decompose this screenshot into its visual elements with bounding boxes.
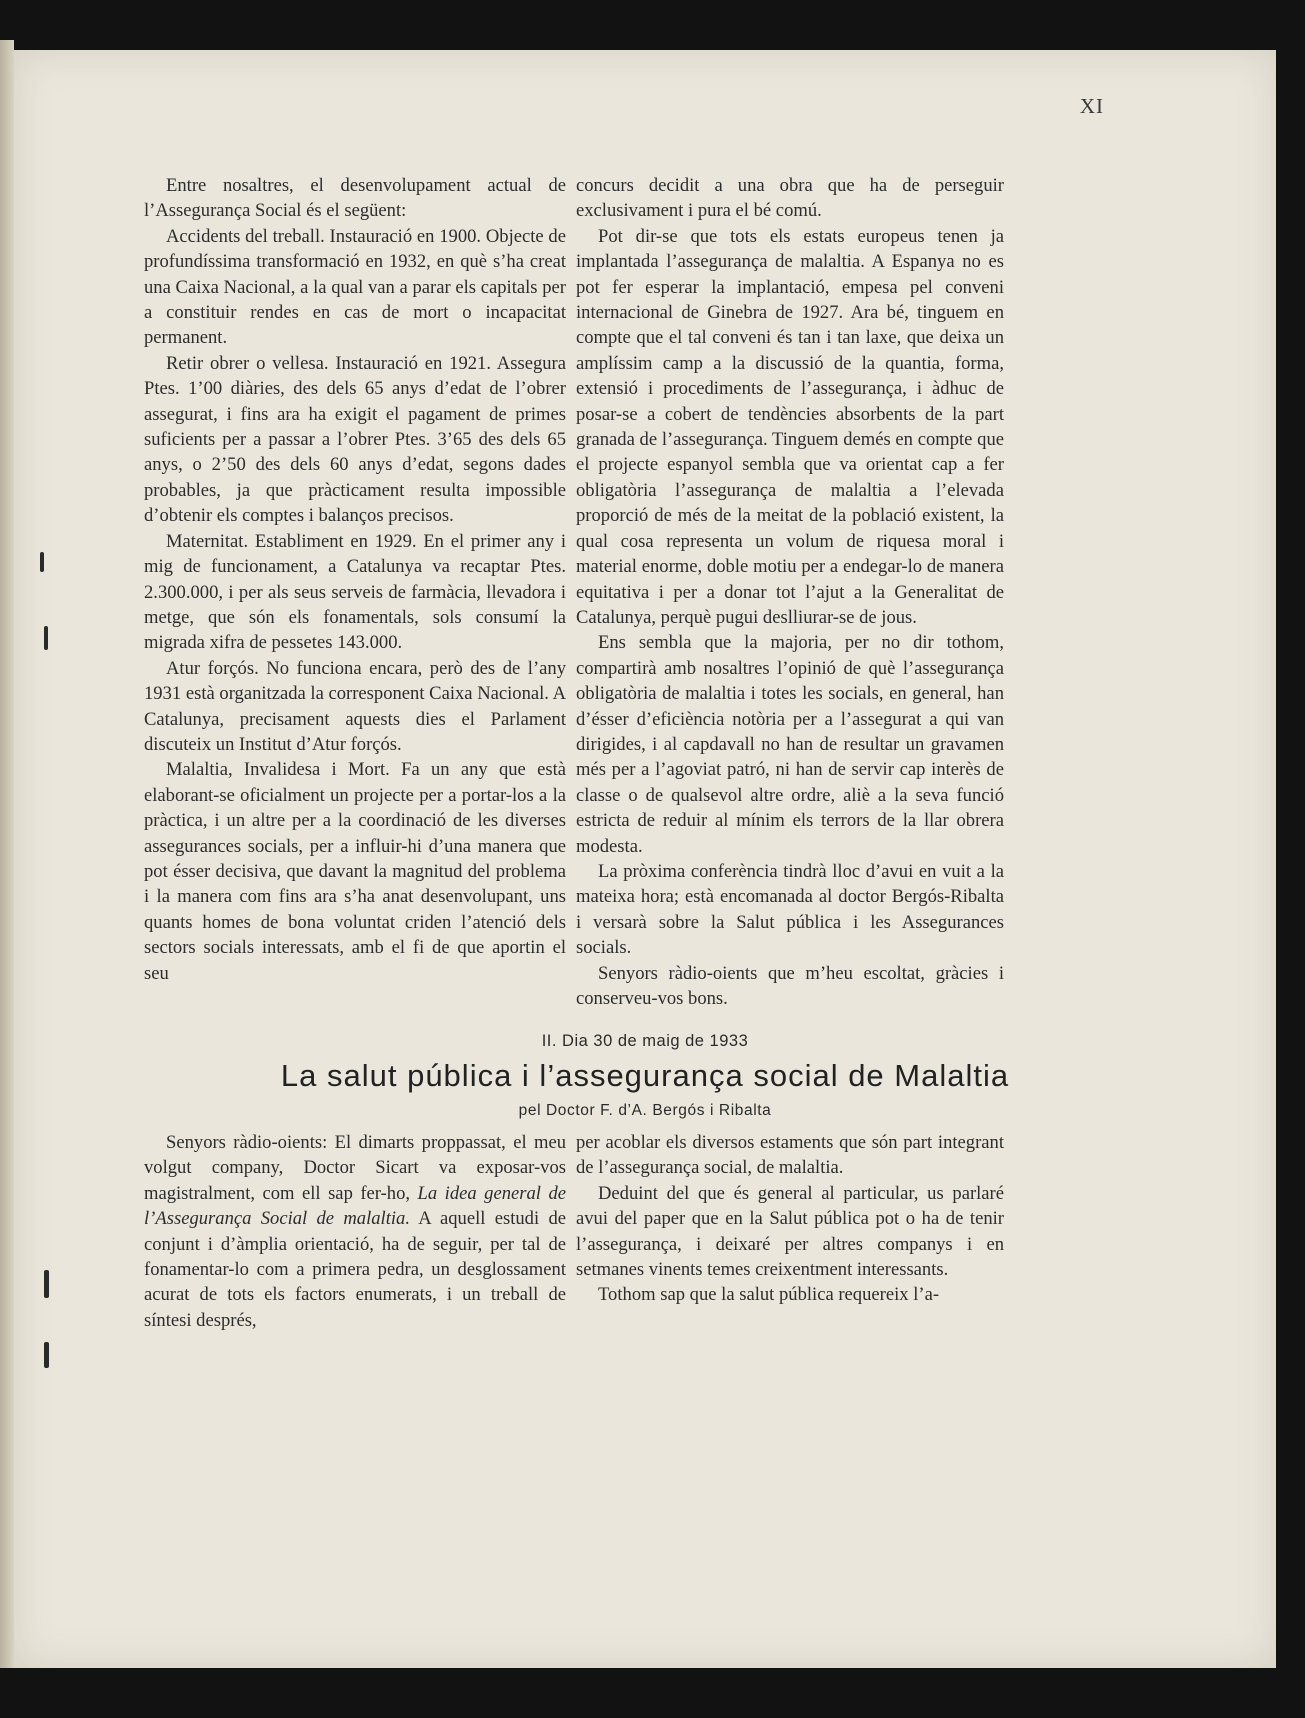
paragraph: Entre nosaltres, el desenvolupament actual de l’Assegurança Social és el següent: bbox=[144, 175, 566, 222]
margin-mark bbox=[44, 1342, 49, 1368]
paragraph: Pot dir-se que tots els estats europeus tenen ja implantada l’assegurança de malaltia. A Espanya no es pot fer esperar la implantació, empesa pel conveni internacional de Ginebra de 1927. Ara bé, tinguem en compte que el tal conveni és tan i tan laxe, que deixa un amplíssim camp a la discussió de la quantia, forma, extensió i procediments de l’assegurança, i àdhuc de posar-se a cobert de tendències absorbents de la part granada de l’assegurança. Tinguem demés en compte que el projecte espanyol sembla que va orientat cap a fer obligatòria l’assegurança de malaltia a l’elevada proporció de més de la meitat de la població existent, la qual cosa representa un volum de riquesa moral i material enorme, doble motiu per a endegar-lo de manera equitativa i per a donar tot l’ajut a la Generalitat de Catalunya, perquè pugui deslliurar-se de jous. bbox=[576, 225, 1004, 628]
paragraph: Ens sembla que la majoria, per no dir tothom, compartirà amb nosaltres l’opinió de què l’assegurança obligatòria de malaltia i totes les socials, en general, han d’ésser d’eficiència notòria per a l’assegurat a qui van dirigides, i al capdavall no han de resultar un gravamen més per a l’agoviat patró, ni han de servir cap interès de classe o de qualsevol altre ordre, aliè a la seva funció estricta de reduir al mínim els terrors de la llar obrera modesta. bbox=[576, 632, 1004, 857]
text-run: A aquell estudi de conjunt i d’àmplia orientació, ha de seguir, per tal de fonamentar-lo com a primera pedra, un desglossament acurat de tots els factors enumerats, i un treball de síntesi després, bbox=[144, 1208, 566, 1331]
section-date-line: II. Dia 30 de maig de 1933 bbox=[541, 1032, 749, 1050]
margin-mark bbox=[44, 626, 48, 650]
paragraph: Accidents del treball. Instauració en 1900. Objecte de profundíssima transformació en 1932, en què s’ha creat una Caixa Nacional, a la qual van a parar els capitals per a constituir rendes en cas de mort o incapacitat permanent. bbox=[144, 225, 566, 349]
paragraph: Maternitat. Establiment en 1929. En el primer any i mig de funcionament, a Catalunya va recaptar Ptes. 2.300.000, i per als seus serveis de farmàcia, llevadora i metge, que són els fonamentals, sols consumí la migrada xifra de pessetes 143.000. bbox=[144, 530, 566, 654]
paragraph: Senyors ràdio-oients que m’heu escoltat, gràcies i conserveu-vos bons. bbox=[576, 962, 1004, 1009]
paragraph: Atur forçós. No funciona encara, però des de l’any 1931 està organitzada la corresponent Caixa Nacional. A Catalunya, precisament aquests dies el Parlament discuteix un Institut d’Atur forçós. bbox=[144, 657, 566, 755]
italic-title: La idea general de l’Assegurança Social de malaltia. bbox=[144, 1182, 566, 1230]
section-title: La salut pública i l’assegurança social de Malaltia bbox=[280, 1058, 1010, 1093]
lower-right-column bbox=[576, 1130, 1004, 1308]
facing-page-edge bbox=[0, 40, 14, 1668]
paragraph: Tothom sap que la salut pública requereix l’a- bbox=[598, 1284, 940, 1306]
paragraph: concurs decidit a una obra que ha de perseguir exclusivament i pura el bé comú. bbox=[576, 175, 1004, 222]
paragraph: La pròxima conferència tindrà lloc d’avui en vuit a la mateixa hora; està encomanada al doctor Bergós-Ribalta i versarà sobre la Salut pública i les Assegurances socials. bbox=[576, 860, 1004, 959]
text-run: Senyors ràdio-oients: El dimarts proppassat, el meu volgut company, Doctor Sicart va exposar-vos magistralment, com ell sap fer-ho, bbox=[144, 1132, 566, 1204]
paragraph: Deduint del que és general al particular, us parlaré avui del paper que en la Salut pública pot o ha de tenir l’assegurança, i deixaré per altres companys i en setmanes vinents temes creixentment interessants. bbox=[576, 1182, 1004, 1281]
page-number: XI bbox=[1079, 94, 1104, 118]
upper-right-column bbox=[576, 173, 1004, 1011]
upper-left-column bbox=[144, 173, 566, 986]
paragraph: Malaltia, Invalidesa i Mort. Fa un any que està elaborant-se oficialment un projecte per a portar-los a la pràctica, i un altre per a la coordinació de les diverses assegurances socials, per a influir-hi d’una manera que pot ésser decisiva, que davant la magnitud del problema i la manera com fins ara s’ha anat desenvolupant, uns quants homes de bona voluntat criden l’atenció dels sectors socials interessats, amb el fi de que aportin el seu bbox=[144, 759, 566, 984]
section-author: pel Doctor F. d’A. Bergós i Ribalta bbox=[518, 1102, 772, 1119]
paragraph: Retir obrer o vellesa. Instauració en 1921. Assegura Ptes. 1’00 diàries, des dels 65 anys d’edat de l’obrer assegurat, i fins ara ha exigit el pagament de primes suficients per a passar a l’obrer Ptes. 3’65 des dels 65 anys, o 2’50 des dels 60 anys d’edat, segons dades probables, ja que pràcticament resulta impossible d’obtenir els comptes i balanços precisos. bbox=[144, 352, 566, 527]
margin-mark bbox=[44, 1270, 49, 1298]
margin-mark bbox=[40, 552, 44, 572]
paragraph: per acoblar els diversos estaments que són part integrant de l’assegurança social, de malaltia. bbox=[576, 1132, 1004, 1179]
lower-left-column bbox=[144, 1130, 566, 1333]
paragraph bbox=[144, 1130, 566, 1333]
